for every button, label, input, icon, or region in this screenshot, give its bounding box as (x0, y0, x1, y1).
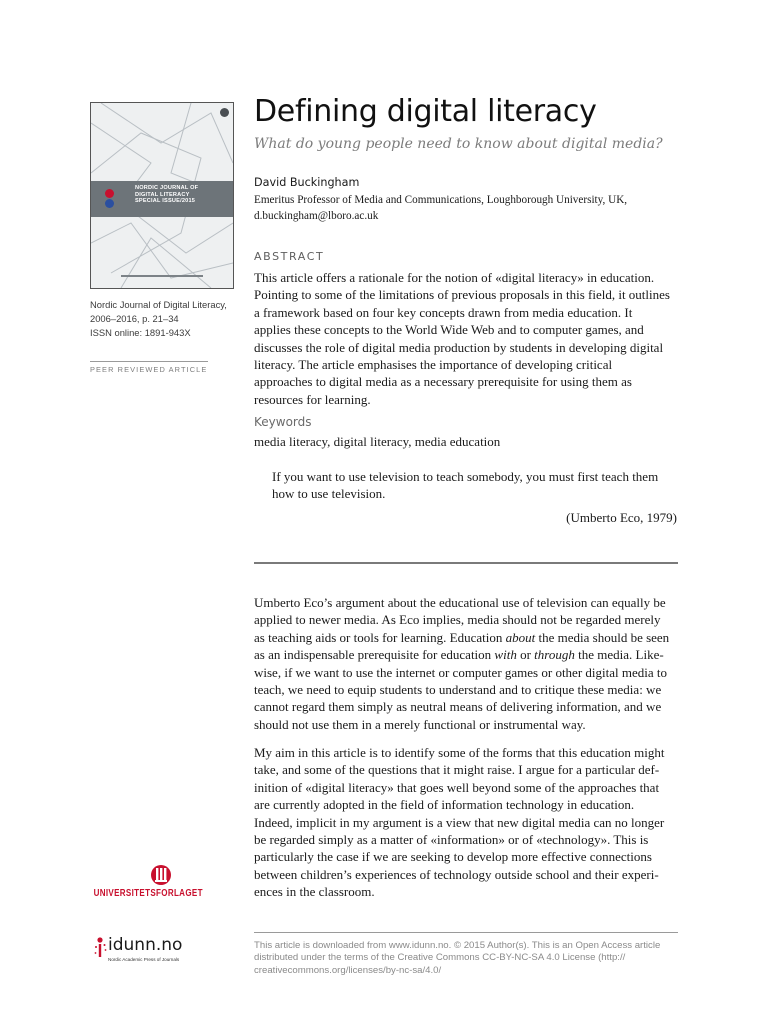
license-footnote: This article is downloaded from www.idunn.no. © 2015 Author(s). This is an Open Access article distributed under the terms of the Creative Commons CC-BY-NC-SA 4.0 License (http:// creativecommons.org/licenses/by-nc-sa/4.0/ (254, 940, 678, 977)
author-email[interactable]: d.buckingham@lboro.ac.uk (254, 210, 379, 222)
journal-name: Nordic Journal of Digital Literacy, (90, 299, 227, 310)
idunn-wordmark: idunn.no (108, 935, 183, 955)
article-title: Defining digital literacy (254, 94, 597, 129)
cover-badge (220, 108, 229, 117)
cover-publisher-bar (121, 275, 203, 277)
author-affiliation: Emeritus Professor of Media and Communications, Loughborough University, UK, d.buckingham@lboro.ac.uk (254, 192, 684, 224)
idunn-figure-icon (94, 935, 108, 967)
idunn-tagline: Nordic Academic Press of Journals (108, 957, 180, 962)
license-link[interactable]: distributed under the terms of the Creative Commons CC-BY-NC-SA 4.0 License (http:// (254, 952, 626, 964)
page-range: 2006–2016, p. 21–34 (90, 313, 179, 324)
keywords-heading: Keywords (254, 415, 312, 429)
divider (90, 361, 208, 362)
epigraph-quote: If you want to use television to teach somebody, you must first teach them how to use television. (272, 469, 659, 502)
cover-red-dot (105, 189, 114, 198)
footer-rule (254, 932, 678, 933)
keywords-text: media literacy, digital literacy, media education (254, 434, 501, 449)
body-paragraph-1: Umberto Eco’s argument about the educational use of television can equally be applied to newer media. As Eco implies, media should not be regarded merely as teaching aids or tools for learning. Education about the media should be seen as an indispensable prerequisite for education with or through the media. Like- wise, if we want to use the internet or computer games or other digital media to teach, we need to equip students to understand and to critique these media: we cannot regard them simply as neutral means of delivering information, and we should not use them in a merely functional or instrumental way. (254, 595, 670, 732)
article-subtitle: What do young people need to know about digital media? (254, 136, 663, 152)
cover-blue-dot (105, 199, 114, 208)
abstract-heading: ABSTRACT (254, 250, 325, 263)
abstract-text: This article offers a rationale for the notion of «digital literacy» in education. Pointing to some of the limitations of previous proposals in this field, it outlines a framework based on four key concepts drawn from media education. It applies these concepts to the World Wide Web and to computer games, and discusses the role of digital media production by students in developing digital literacy. The article emphasises the importance of developing critical approaches to digital media as a necessary prerequisite for using them as resources for learning. (254, 270, 670, 407)
idunn-logo[interactable] (94, 935, 214, 969)
universitetsforlaget-logo[interactable] (90, 864, 232, 898)
license-url[interactable]: creativecommons.org/licenses/by-nc-sa/4.0/ (254, 964, 442, 976)
cover-title: NORDIC JOURNAL OF DIGITAL LITERACY SPECIAL ISSUE/2015 (135, 185, 199, 205)
article-type-label: PEER REVIEWED ARTICLE (90, 365, 208, 374)
author-name: David Buckingham (254, 176, 360, 189)
journal-cover-image (90, 102, 234, 289)
section-rule (254, 562, 678, 564)
citation-info (90, 298, 240, 340)
epigraph-source: (Umberto Eco, 1979) (566, 510, 677, 525)
publisher-emblem-icon (90, 864, 232, 888)
publisher-wordmark: UNIVERSITETSFORLAGET (93, 888, 203, 899)
body-paragraph-2: My aim in this article is to identify some of the forms that this education might take, and some of the questions that it might raise. I argue for a particular def- inition of «digital literacy» that goes well beyond some of the approaches that are currently adopted in the field of information technology in education. Indeed, implicit in my argument is a view that new digital media can no longer be regarded simply as a matter of «information» or of «technology». This is particularly the case if we are seeking to develop more effective connections between children’s experiences of technology outside school and their experi- ences in the classroom. (254, 745, 665, 900)
issn: ISSN online: 1891-943X (90, 327, 191, 338)
